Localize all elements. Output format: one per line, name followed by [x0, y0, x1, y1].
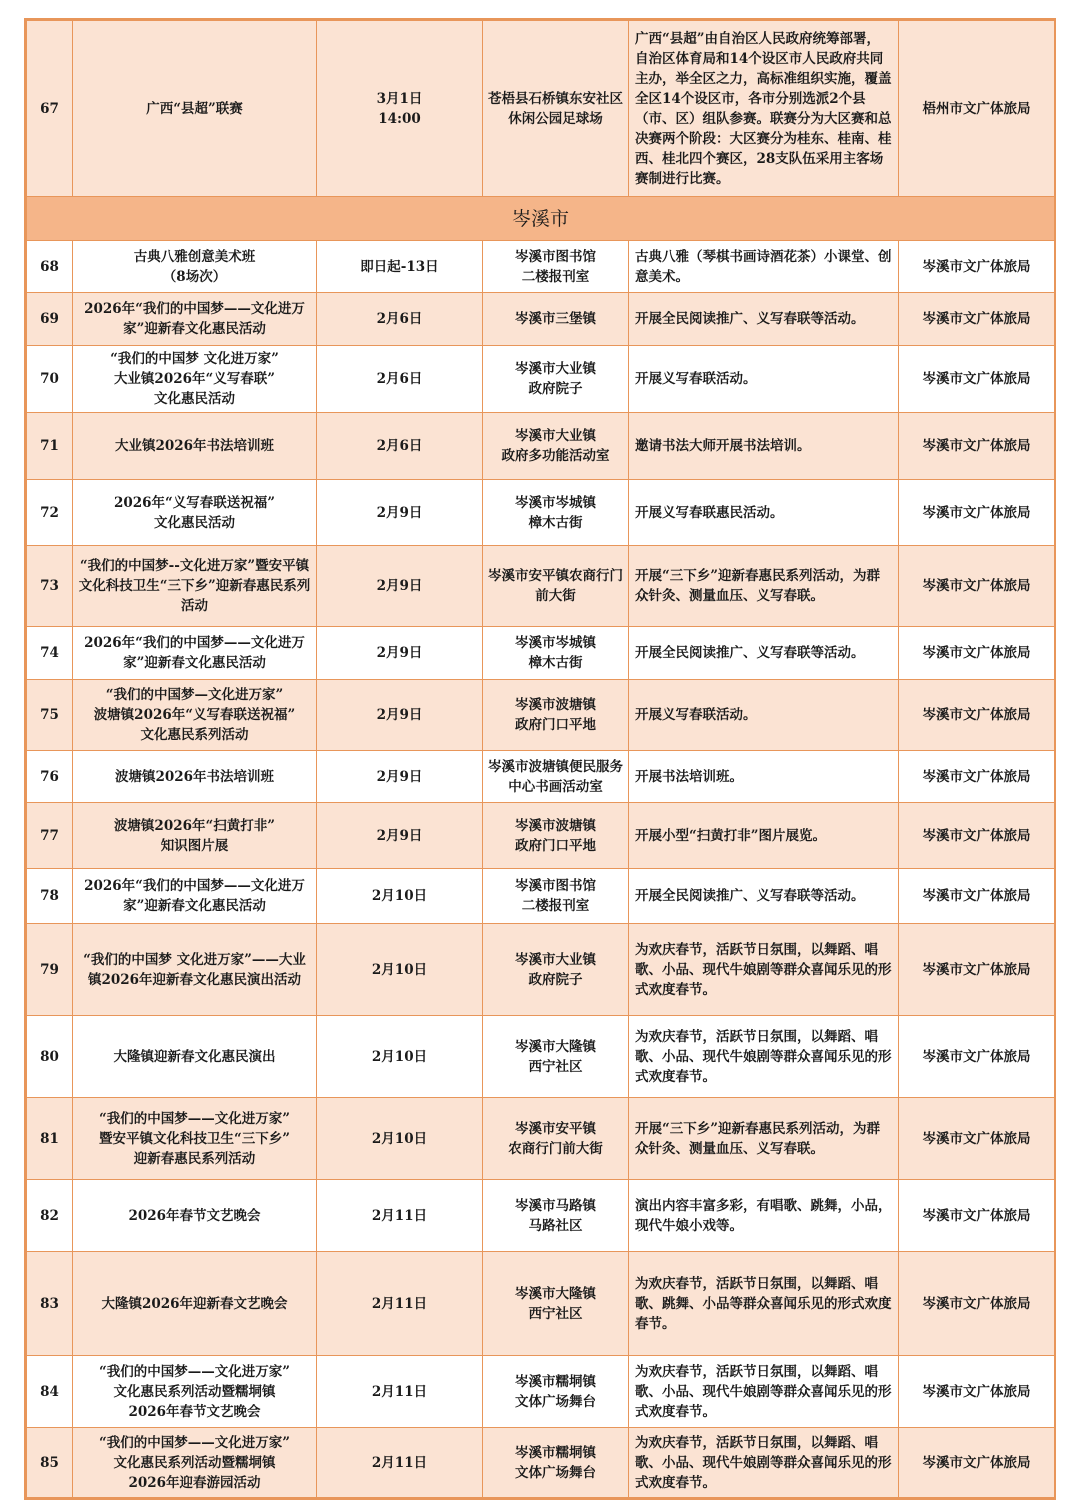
table-row	[27, 803, 1055, 869]
organizer: 梧州市文广体旅局	[899, 21, 1055, 197]
event-description: 开展小型“扫黄打非”图片展览。	[629, 803, 899, 869]
table-row	[27, 293, 1055, 346]
section-title: 岑溪市	[27, 197, 1055, 241]
event-time: 2月11日	[317, 1356, 483, 1428]
event-name: 2026年春节文艺晚会	[73, 1180, 317, 1252]
event-time: 2月10日	[317, 1016, 483, 1098]
organizer: 岑溪市文广体旅局	[899, 346, 1055, 413]
event-name: 2026年“我们的中国梦——文化进万家”迎新春文化惠民活动	[73, 869, 317, 924]
table-row	[27, 346, 1055, 413]
event-time: 2月11日	[317, 1180, 483, 1252]
event-time: 2月11日	[317, 1428, 483, 1498]
organizer: 岑溪市文广体旅局	[899, 751, 1055, 803]
event-description: 开展全民阅读推广、义写春联等活动。	[629, 869, 899, 924]
event-place: 岑溪市岑城镇 樟木古街	[483, 627, 629, 680]
table-row	[27, 627, 1055, 680]
organizer: 岑溪市文广体旅局	[899, 1180, 1055, 1252]
organizer: 岑溪市文广体旅局	[899, 1016, 1055, 1098]
row-number: 67	[27, 21, 73, 197]
row-number: 85	[27, 1428, 73, 1498]
event-description: 开展“三下乡”迎新春惠民系列活动，为群众针灸、测量血压、义写春联。	[629, 546, 899, 627]
event-description: 为欢庆春节，活跃节日氛围，以舞蹈、唱歌、跳舞、小品等群众喜闻乐见的形式欢度春节。	[629, 1252, 899, 1356]
organizer: 岑溪市文广体旅局	[899, 1356, 1055, 1428]
event-time: 2月9日	[317, 751, 483, 803]
event-time: 2月11日	[317, 1252, 483, 1356]
event-place: 岑溪市波塘镇 政府门口平地	[483, 803, 629, 869]
table-row	[27, 680, 1055, 751]
event-description: 开展义写春联惠民活动。	[629, 480, 899, 546]
organizer: 岑溪市文广体旅局	[899, 293, 1055, 346]
event-name: 波塘镇2026年“扫黄打非” 知识图片展	[73, 803, 317, 869]
organizer: 岑溪市文广体旅局	[899, 241, 1055, 293]
table-row	[27, 480, 1055, 546]
event-description: 为欢庆春节，活跃节日氛围，以舞蹈、唱歌、小品、现代牛娘剧等群众喜闻乐见的形式欢度春节。	[629, 1428, 899, 1498]
event-name: 大隆镇迎新春文化惠民演出	[73, 1016, 317, 1098]
organizer: 岑溪市文广体旅局	[899, 413, 1055, 480]
row-number: 72	[27, 480, 73, 546]
row-number: 81	[27, 1098, 73, 1180]
event-name: 古典八雅创意美术班 （8场次）	[73, 241, 317, 293]
table-row	[27, 1428, 1055, 1498]
table-row	[27, 1098, 1055, 1180]
event-table	[26, 20, 1055, 1498]
event-description: 为欢庆春节，活跃节日氛围，以舞蹈、唱歌、小品、现代牛娘剧等群众喜闻乐见的形式欢度春节。	[629, 924, 899, 1016]
event-time: 即日起-13日	[317, 241, 483, 293]
organizer: 岑溪市文广体旅局	[899, 680, 1055, 751]
event-place: 岑溪市大业镇 政府院子	[483, 924, 629, 1016]
row-number: 76	[27, 751, 73, 803]
row-number: 83	[27, 1252, 73, 1356]
event-time: 2月9日	[317, 480, 483, 546]
event-time: 2月10日	[317, 869, 483, 924]
table-row	[27, 1016, 1055, 1098]
event-name: 广西“县超”联赛	[73, 21, 317, 197]
event-time: 2月9日	[317, 627, 483, 680]
event-place: 岑溪市图书馆 二楼报刊室	[483, 869, 629, 924]
event-description: 演出内容丰富多彩，有唱歌、跳舞，小品，现代牛娘小戏等。	[629, 1180, 899, 1252]
row-number: 84	[27, 1356, 73, 1428]
table-row	[27, 21, 1055, 197]
event-name: 2026年“义写春联送祝福” 文化惠民活动	[73, 480, 317, 546]
row-number: 80	[27, 1016, 73, 1098]
table-row	[27, 751, 1055, 803]
event-description: 邀请书法大师开展书法培训。	[629, 413, 899, 480]
event-description: 为欢庆春节，活跃节日氛围，以舞蹈、唱歌、小品、现代牛娘剧等群众喜闻乐见的形式欢度春节。	[629, 1016, 899, 1098]
event-time: 2月10日	[317, 1098, 483, 1180]
event-description: 开展全民阅读推广、义写春联等活动。	[629, 293, 899, 346]
table-row	[27, 546, 1055, 627]
event-place: 岑溪市岑城镇 樟木古街	[483, 480, 629, 546]
row-number: 68	[27, 241, 73, 293]
event-time: 2月9日	[317, 803, 483, 869]
event-name: 2026年“我们的中国梦——文化进万家”迎新春文化惠民活动	[73, 293, 317, 346]
table-row	[27, 241, 1055, 293]
event-place: 岑溪市安平镇 农商行门前大街	[483, 1098, 629, 1180]
event-name: “我们的中国梦 文化进万家” 大业镇2026年“义写春联” 文化惠民活动	[73, 346, 317, 413]
event-name: 大隆镇2026年迎新春文艺晚会	[73, 1252, 317, 1356]
organizer: 岑溪市文广体旅局	[899, 546, 1055, 627]
table-row	[27, 1252, 1055, 1356]
event-name: 大业镇2026年书法培训班	[73, 413, 317, 480]
event-description: 开展书法培训班。	[629, 751, 899, 803]
row-number: 73	[27, 546, 73, 627]
event-place: 岑溪市糯垌镇 文体广场舞台	[483, 1428, 629, 1498]
table-row	[27, 869, 1055, 924]
event-place: 岑溪市波塘镇便民服务中心书画活动室	[483, 751, 629, 803]
organizer: 岑溪市文广体旅局	[899, 924, 1055, 1016]
event-description: 为欢庆春节，活跃节日氛围，以舞蹈、唱歌、小品、现代牛娘剧等群众喜闻乐见的形式欢度春节。	[629, 1356, 899, 1428]
event-description: 开展“三下乡”迎新春惠民系列活动，为群众针灸、测量血压、义写春联。	[629, 1098, 899, 1180]
event-name: 波塘镇2026年书法培训班	[73, 751, 317, 803]
event-time: 2月6日	[317, 293, 483, 346]
event-time: 3月1日 14:00	[317, 21, 483, 197]
event-place: 岑溪市大隆镇 西宁社区	[483, 1252, 629, 1356]
event-time: 2月6日	[317, 346, 483, 413]
event-name: “我们的中国梦——文化进万家” 文化惠民系列活动暨糯垌镇 2026年春节文艺晚会	[73, 1356, 317, 1428]
event-time: 2月9日	[317, 546, 483, 627]
organizer: 岑溪市文广体旅局	[899, 480, 1055, 546]
event-description: 广西“县超”由自治区人民政府统筹部署，自治区体育局和14个设区市人民政府共同主办，举全区之力，高标准组织实施，覆盖全区14个设区市，各市分别选派2个县（市、区）组队参赛。联赛分为大区赛和总决赛两个阶段：大区赛分为桂东、桂南、桂西、桂北四个赛区，28支队伍采用主客场赛制进行比赛。	[629, 21, 899, 197]
row-number: 75	[27, 680, 73, 751]
event-description: 开展义写春联活动。	[629, 680, 899, 751]
event-place: 苍梧县石桥镇东安社区休闲公园足球场	[483, 21, 629, 197]
organizer: 岑溪市文广体旅局	[899, 627, 1055, 680]
row-number: 77	[27, 803, 73, 869]
event-description: 开展全民阅读推广、义写春联等活动。	[629, 627, 899, 680]
event-name: “我们的中国梦——文化进万家” 暨安平镇文化科技卫生“三下乡” 迎新春惠民系列活动	[73, 1098, 317, 1180]
organizer: 岑溪市文广体旅局	[899, 1428, 1055, 1498]
event-place: 岑溪市三堡镇	[483, 293, 629, 346]
organizer: 岑溪市文广体旅局	[899, 869, 1055, 924]
section-header-row	[27, 197, 1055, 241]
event-time: 2月6日	[317, 413, 483, 480]
organizer: 岑溪市文广体旅局	[899, 803, 1055, 869]
event-place: 岑溪市大业镇 政府多功能活动室	[483, 413, 629, 480]
organizer: 岑溪市文广体旅局	[899, 1252, 1055, 1356]
event-name: “我们的中国梦 文化进万家”——大业镇2026年迎新春文化惠民演出活动	[73, 924, 317, 1016]
event-place: 岑溪市大业镇 政府院子	[483, 346, 629, 413]
event-place: 岑溪市安平镇农商行门前大街	[483, 546, 629, 627]
row-number: 69	[27, 293, 73, 346]
event-name: “我们的中国梦—文化进万家” 波塘镇2026年“义写春联送祝福” 文化惠民系列活动	[73, 680, 317, 751]
event-place: 岑溪市图书馆 二楼报刊室	[483, 241, 629, 293]
table-row	[27, 1180, 1055, 1252]
event-time: 2月9日	[317, 680, 483, 751]
event-place: 岑溪市马路镇 马路社区	[483, 1180, 629, 1252]
event-place: 岑溪市波塘镇 政府门口平地	[483, 680, 629, 751]
schedule-sheet	[24, 18, 1056, 1500]
row-number: 78	[27, 869, 73, 924]
row-number: 82	[27, 1180, 73, 1252]
event-name: “我们的中国梦——文化进万家” 文化惠民系列活动暨糯垌镇 2026年迎春游园活动	[73, 1428, 317, 1498]
row-number: 71	[27, 413, 73, 480]
event-description: 开展义写春联活动。	[629, 346, 899, 413]
table-row	[27, 924, 1055, 1016]
row-number: 70	[27, 346, 73, 413]
event-time: 2月10日	[317, 924, 483, 1016]
row-number: 74	[27, 627, 73, 680]
table-row	[27, 413, 1055, 480]
event-place: 岑溪市糯垌镇 文体广场舞台	[483, 1356, 629, 1428]
organizer: 岑溪市文广体旅局	[899, 1098, 1055, 1180]
event-name: “我们的中国梦--文化进万家”暨安平镇文化科技卫生“三下乡”迎新春惠民系列活动	[73, 546, 317, 627]
event-description: 古典八雅（琴棋书画诗酒花茶）小课堂、创意美术。	[629, 241, 899, 293]
table-row	[27, 1356, 1055, 1428]
event-name: 2026年“我们的中国梦——文化进万家”迎新春文化惠民活动	[73, 627, 317, 680]
event-place: 岑溪市大隆镇 西宁社区	[483, 1016, 629, 1098]
row-number: 79	[27, 924, 73, 1016]
